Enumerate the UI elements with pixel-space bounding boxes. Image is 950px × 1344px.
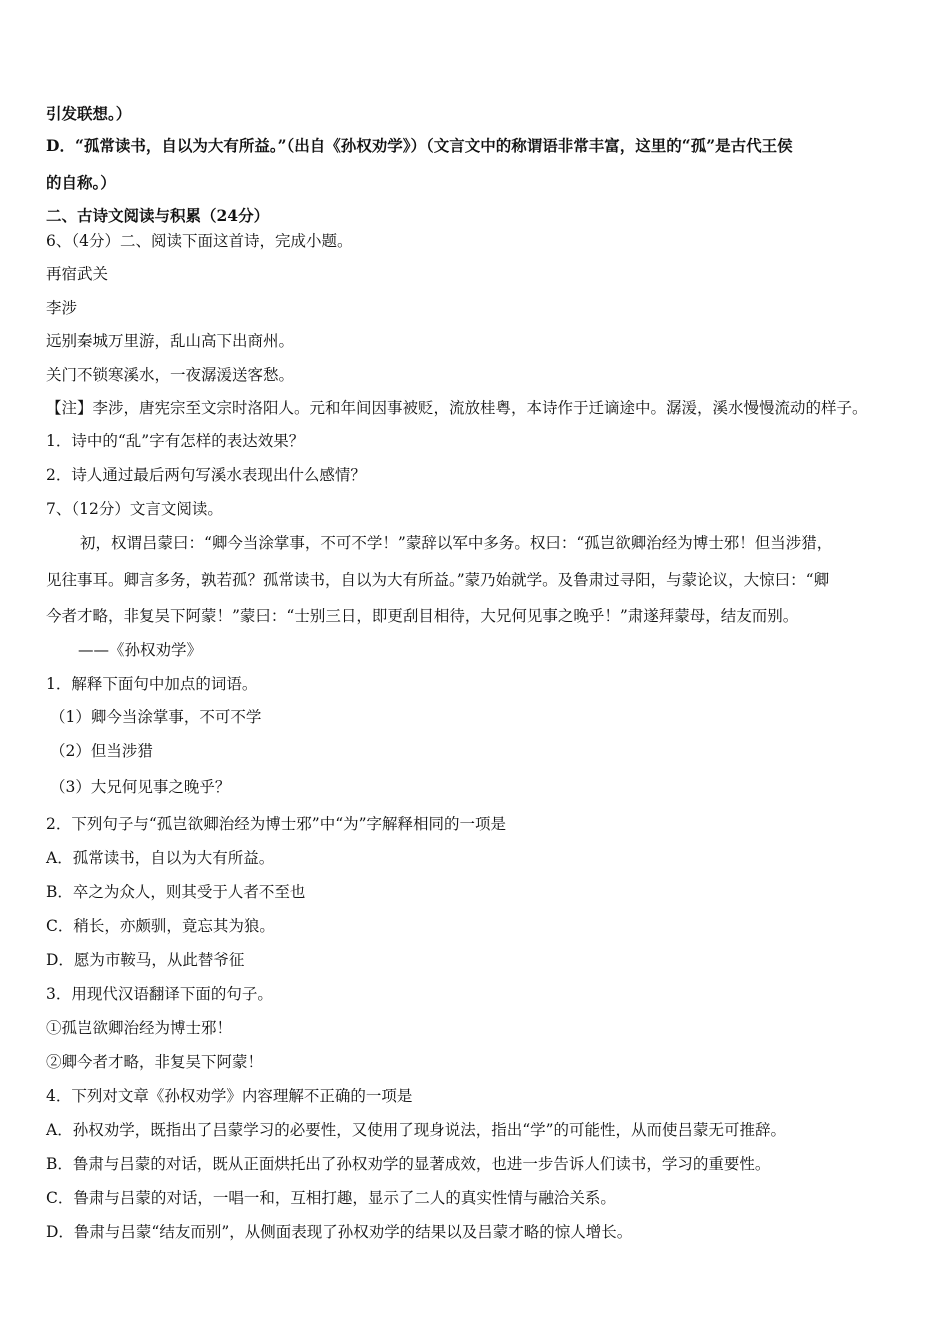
question-item: 4．下列对文章《孙权劝学》内容理解不正确的一项是 [46,1087,413,1105]
answer-option: B．鲁肃与吕蒙的对话，既从正面烘托出了孙权劝学的显著成效，也进一步告诉人们读书，学习的重要性。 [46,1155,771,1173]
text-line: D．“孤常读书，自以为大有所益。”（出自《孙权劝学》）（文言文中的称谓语非常丰富，这里的“孤”是古代王侯 [46,136,793,155]
answer-option: C．鲁肃与吕蒙的对话，一唱一和，互相打趣，显示了二人的真实性情与融洽关系。 [46,1189,616,1207]
question-heading: 6、（4分）二、阅读下面这首诗，完成小题。 [46,232,353,250]
answer-option: A．孤常读书，自以为大有所益。 [46,849,275,867]
passage-line: 初，权谓吕蒙曰：“卿今当涂掌事，不可不学！”蒙辞以军中多务。权曰：“孤岂欲卿治经为博士邪！但当涉猎， [80,534,833,552]
answer-option: A．孙权劝学，既指出了吕蒙学习的必要性，又使用了现身说法，指出“学”的可能性，从而使吕蒙无可推辞。 [46,1121,787,1139]
sub-question: ②卿今者才略，非复吴下阿蒙！ [46,1053,264,1071]
passage-line: 见往事耳。卿言多务，孰若孤？孤常读书，自以为大有所益。”蒙乃始就学。及鲁肃过寻阳，与蒙论议，大惊曰：“卿 [46,571,830,589]
passage-line: 今者才略，非复吴下阿蒙！”蒙曰：“士别三日，即更刮目相待，大兄何见事之晚乎！”肃遂拜蒙母，结友而别。 [46,607,799,625]
answer-option: C．稍长，亦颇驯，竟忘其为狼。 [46,917,275,935]
poem-title: 再宿武关 [46,265,109,283]
question-item: 1．诗中的“乱”字有怎样的表达效果？ [46,432,305,450]
question-item: 2．下列句子与“孤岂欲卿治经为博士邪”中“为”字解释相同的一项是 [46,815,507,833]
poem-line: 关门不锁寒溪水，一夜潺湲送客愁。 [46,366,295,384]
poem-author: 李涉 [46,299,78,317]
answer-option: D．愿为市鞍马，从此替爷征 [46,951,245,969]
section-heading: 二、古诗文阅读与积累（24分） [46,206,270,225]
poem-line: 远别秦城万里游，乱山高下出商州。 [46,332,295,350]
sub-question: （1）卿今当涂掌事，不可不学 [50,708,262,726]
answer-option: B．卒之为众人，则其受于人者不至也 [46,883,306,901]
sub-question: ①孤岂欲卿治经为博士邪！ [46,1019,233,1037]
question-heading: 7、（12分）文言文阅读。 [46,500,223,518]
passage-source: ——《孙权劝学》 [78,641,203,659]
sub-question: （3）大兄何见事之晚乎？ [50,778,231,796]
poem-note: 【注】李涉，唐宪宗至文宗时洛阳人。元和年间因事被贬，流放桂粤，本诗作于迁谪途中。潺湲，溪水慢慢流动的样子。 [46,399,868,417]
question-item: 3．用现代汉语翻译下面的句子。 [46,985,273,1003]
text-line: 的自称。） [46,173,116,192]
question-item: 1．解释下面句中加点的词语。 [46,675,258,693]
question-item: 2．诗人通过最后两句写溪水表现出什么感情？ [46,466,366,484]
text-line: 引发联想。） [46,104,132,123]
answer-option: D．鲁肃与吕蒙“结友而别”，从侧面表现了孙权劝学的结果以及吕蒙才略的惊人增长。 [46,1223,633,1241]
sub-question: （2）但当涉猎 [50,742,153,760]
